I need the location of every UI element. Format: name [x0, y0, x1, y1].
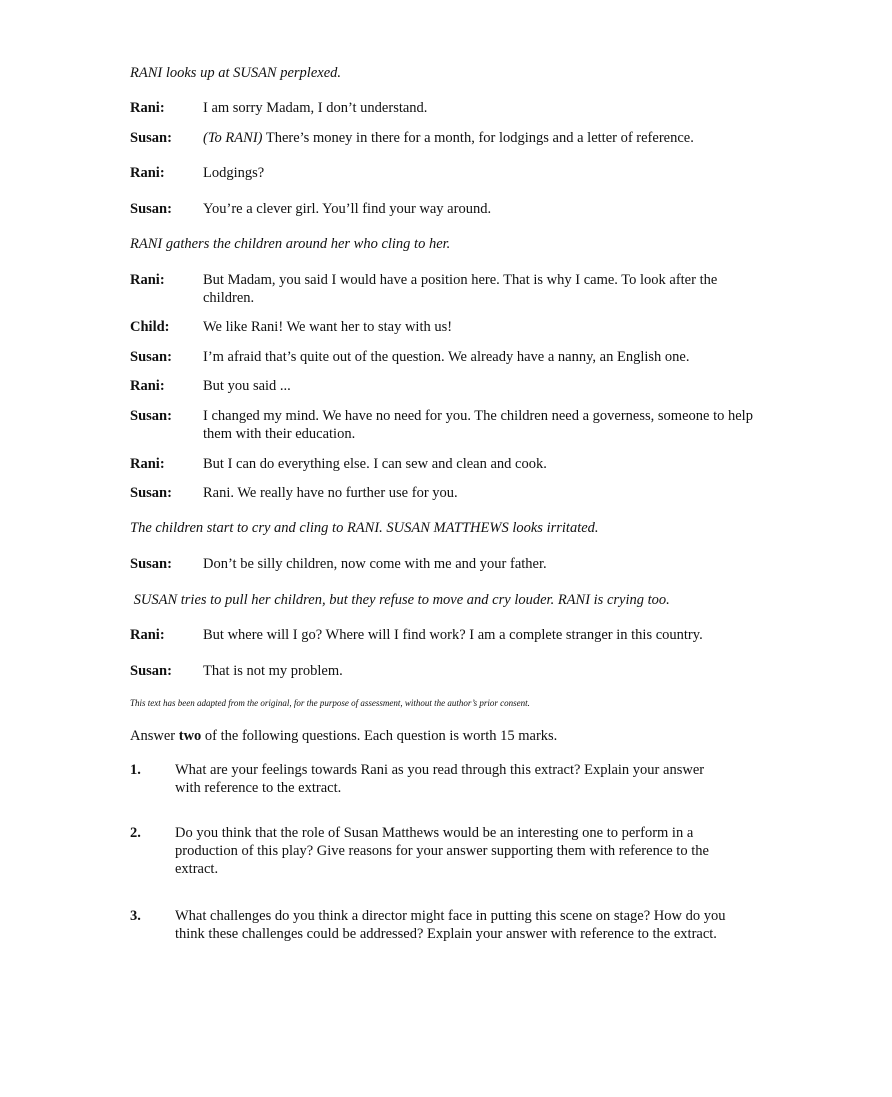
dialogue-line	[130, 407, 772, 443]
speaker-name: Rani:	[130, 378, 165, 394]
dialogue-line	[130, 318, 772, 336]
speech-body: There’s money in there for a month, for lodgings and a letter of reference.	[262, 130, 694, 146]
question-item	[130, 824, 744, 878]
speaker-name: Susan:	[130, 349, 172, 365]
speech-text: But you said ...	[203, 378, 291, 394]
instructions-before: Answer	[130, 728, 179, 744]
dialogue-line	[130, 455, 772, 473]
speech-text: I’m afraid that’s quite out of the question. We already have a nanny, an English one.	[203, 349, 690, 365]
speaker-name: Susan:	[130, 485, 172, 501]
adaptation-note: This text has been adapted from the original, for the purpose of assessment, without the author’s prior consent.	[130, 698, 530, 708]
stage-direction: RANI looks up at SUSAN perplexed.	[130, 65, 342, 81]
speech-aside: (To RANI)	[203, 130, 263, 146]
stage-direction: The children start to cry and cling to RANI. SUSAN MATTHEWS looks irritated.	[130, 520, 599, 536]
speech-text	[203, 129, 772, 147]
question-number: 2.	[130, 825, 141, 841]
dialogue-line	[130, 626, 772, 644]
question-text: What are your feelings towards Rani as you read through this extract? Explain your answer with reference to the extract.	[175, 762, 705, 796]
stage-direction: RANI gathers the children around her who cling to her.	[130, 236, 451, 252]
stage-direction: SUSAN tries to pull her children, but they refuse to move and cry louder. RANI is crying too.	[130, 592, 670, 608]
question-text: Do you think that the role of Susan Matthews would be an interesting one to perform in a production of this play? Give reasons for your answer supporting them with reference to the extract.	[175, 825, 709, 877]
speaker-name: Rani:	[130, 627, 165, 643]
instructions	[130, 727, 772, 745]
dialogue-line	[130, 662, 772, 680]
speaker-name: Susan:	[130, 201, 172, 217]
instructions-after: of the following questions. Each question is worth 15 marks.	[201, 728, 558, 744]
dialogue-line	[130, 348, 772, 366]
question-item	[130, 907, 752, 943]
speech-text: Don’t be silly children, now come with me and your father.	[203, 556, 547, 572]
instructions-emphasis: two	[178, 728, 202, 744]
speaker-name: Susan:	[130, 130, 172, 146]
speech-text: I am sorry Madam, I don’t understand.	[203, 100, 428, 116]
dialogue-line	[130, 484, 772, 502]
dialogue-line	[130, 200, 772, 218]
dialogue-line	[130, 271, 772, 307]
speech-text: Rani. We really have no further use for you.	[203, 485, 458, 501]
speech-text: That is not my problem.	[203, 663, 343, 679]
speaker-name: Rani:	[130, 456, 165, 472]
speech-text: But Madam, you said I would have a position here. That is why I came. To look after the children.	[203, 272, 718, 306]
dialogue-line	[130, 377, 772, 395]
speech-text: We like Rani! We want her to stay with us!	[203, 319, 453, 335]
speaker-name: Rani:	[130, 272, 165, 288]
question-text: What challenges do you think a director might face in putting this scene on stage? How do you think these challenges could be addressed? Explain your answer with reference to the extract.	[175, 908, 726, 942]
speaker-name: Rani:	[130, 165, 165, 181]
speaker-name: Child:	[130, 319, 170, 335]
speech-text: Lodgings?	[203, 165, 265, 181]
dialogue-line	[130, 164, 772, 182]
speech-text: I changed my mind. We have no need for you. The children need a governess, someone to help them with their education.	[203, 408, 753, 442]
question-number: 3.	[130, 908, 141, 924]
speech-text: But I can do everything else. I can sew and clean and cook.	[203, 456, 547, 472]
speech-text: You’re a clever girl. You’ll find your way around.	[203, 201, 492, 217]
speaker-name: Rani:	[130, 100, 165, 116]
speaker-name: Susan:	[130, 408, 172, 424]
question-number: 1.	[130, 762, 141, 778]
dialogue-line	[130, 555, 772, 573]
question-item	[130, 761, 707, 797]
dialogue-line	[130, 99, 772, 117]
speaker-name: Susan:	[130, 556, 172, 572]
dialogue-line	[130, 129, 772, 147]
speech-text: But where will I go? Where will I find work? I am a complete stranger in this country.	[203, 627, 703, 643]
speaker-name: Susan:	[130, 663, 172, 679]
